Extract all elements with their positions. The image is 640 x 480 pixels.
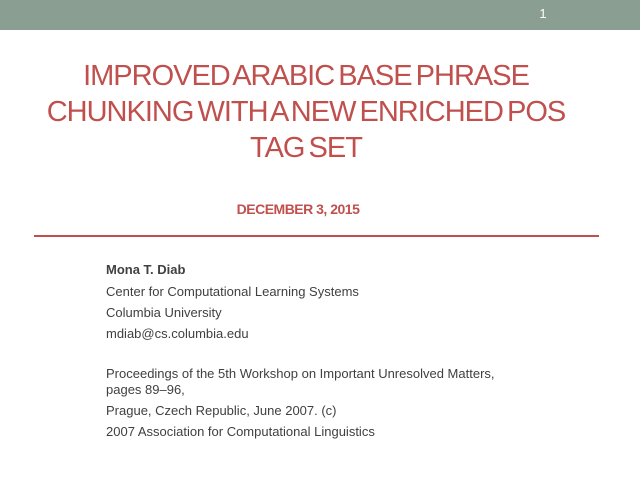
title-line-2: CHUNKING WITH A NEW ENRICHED POS: [46, 96, 566, 128]
citation-line-3: Prague, Czech Republic, June 2007. (c): [106, 403, 337, 418]
title-line-1: IMPROVED ARABIC BASE PHRASE: [83, 60, 529, 92]
author-name: Mona T. Diab: [106, 262, 186, 277]
title-line-3: TAG SET: [250, 132, 362, 164]
author-affiliation: Center for Computational Learning Systems: [106, 284, 359, 299]
citation-line-1: Proceedings of the 5th Workshop on Important Unresolved Matters,: [106, 366, 495, 381]
slide-number: 1: [539, 6, 547, 21]
slide-title: [30, 58, 582, 166]
author-university: Columbia University: [106, 305, 222, 320]
title-divider: [34, 235, 599, 237]
citation-line-4: 2007 Association for Computational Linguistics: [106, 424, 375, 439]
citation-line-2: pages 89–96,: [106, 382, 185, 397]
presentation-date: DECEMBER 3, 2015: [236, 201, 360, 217]
author-email: mdiab@cs.columbia.edu: [106, 326, 249, 341]
